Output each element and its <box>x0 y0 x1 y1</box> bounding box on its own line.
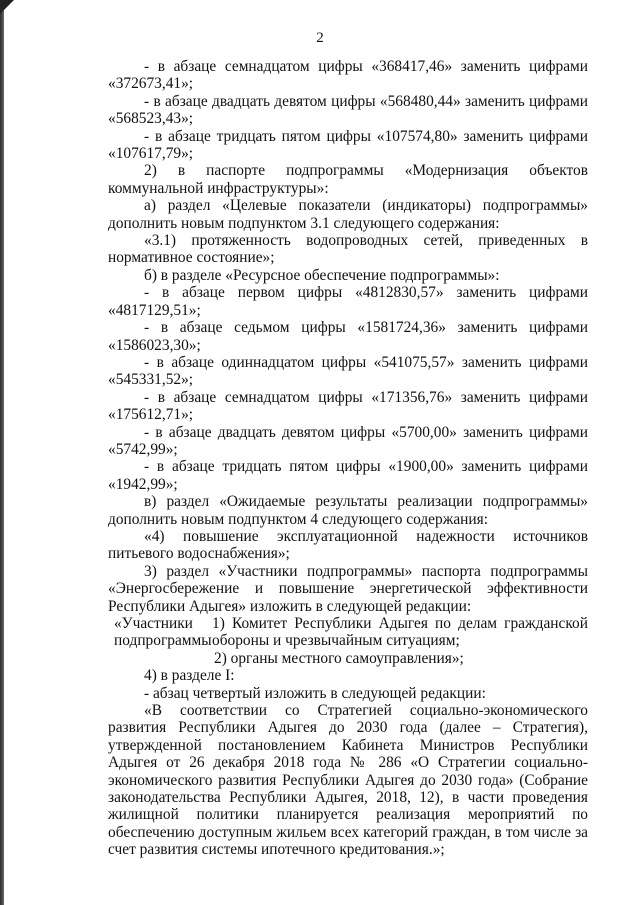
document-body <box>108 58 588 859</box>
participants-label: «Участники подпрограммы <box>114 615 212 650</box>
paragraph: - в абзаце двадцать девятом цифры «5700,00» заменить цифрами «5742,99»; <box>108 423 588 458</box>
paragraph: - в абзаце одиннадцатом цифры «541075,57» заменить цифрами «545331,52»; <box>108 353 588 389</box>
paragraph: - в абзаце двадцать девятом цифры «568480,44» заменить цифрами «568523,43»; <box>108 92 588 128</box>
paragraph: 2) в паспорте подпрограммы «Модернизация объектов коммунальной инфраструктуры»: <box>108 162 588 197</box>
paragraph: в) раздел «Ожидаемые результаты реализации подпрограммы» дополнить новым подпунктом 4 следующего содержания: <box>108 493 588 528</box>
participant-item: 1) Комитет Республики Адыгея по делам гражданской обороны и чрезвычайным ситуациям; <box>212 615 588 650</box>
scan-edge <box>0 0 4 905</box>
paragraph: б) в разделе «Ресурсное обеспечение подпрограммы»: <box>144 266 500 284</box>
paragraph: - в абзаце первом цифры «4812830,57» заменить цифрами «4817129,51»; <box>108 284 588 319</box>
paragraph: - абзац четвертый изложить в следующей редакции: <box>144 684 486 702</box>
page-number: 2 <box>316 30 324 46</box>
participants-block <box>108 615 588 667</box>
paragraph: - в абзаце тридцать пятом цифры «1900,00» заменить цифрами «1942,99»; <box>108 458 588 493</box>
participant-item: 2) органы местного самоуправления»; <box>214 649 464 667</box>
paragraph: «4) повышение эксплуатационной надежности источников питьевого водоснабжения»; <box>108 527 588 563</box>
participants-list <box>212 615 588 667</box>
paragraph: 4) в разделе I: <box>144 667 235 685</box>
paragraph: - в абзаце седьмом цифры «1581724,36» заменить цифрами «1586023,30»; <box>108 319 588 354</box>
paragraph: - в абзаце семнадцатом цифры «171356,76» заменить цифрами «175612,71»; <box>108 388 588 424</box>
paragraph: - в абзаце семнадцатом цифры «368417,46» заменить цифрами «372673,41»; <box>108 58 588 93</box>
scan-corner-mark <box>0 0 14 14</box>
paragraph: «В соответствии со Стратегией социально-экономического развития Республики Адыгея до 2030 года (далее – Стратегия), утвержденной постановлением Кабинета Министров Республики Адыгея от 26 декабря 2018 года № 286 «О Стратегии социально-экономического развития Республики Адыгея до 2030 года» (Собрание законодательства Республики Адыгея, 2018, 12), в части проведения жилищной политики планируется реализация мероприятий по обеспечению доступным жильем всех категорий граждан, в том числе за счет развития системы ипотечного кредитования.»; <box>108 702 588 859</box>
paragraph: а) раздел «Целевые показатели (индикаторы) подпрограммы» дополнить новым подпунктом 3.1 следующего содержания: <box>108 197 588 232</box>
paragraph: «3.1) протяженность водопроводных сетей, приведенных в нормативное состояние»; <box>108 232 588 267</box>
paragraph: 3) раздел «Участники подпрограммы» паспорта подпрограммы «Энергосбережение и повышение энергетической эффективности Республики Адыгея» изложить в следующей редакции: <box>108 562 588 615</box>
paragraph: - в абзаце тридцать пятом цифры «107574,80» заменить цифрами «107617,79»; <box>108 127 588 163</box>
